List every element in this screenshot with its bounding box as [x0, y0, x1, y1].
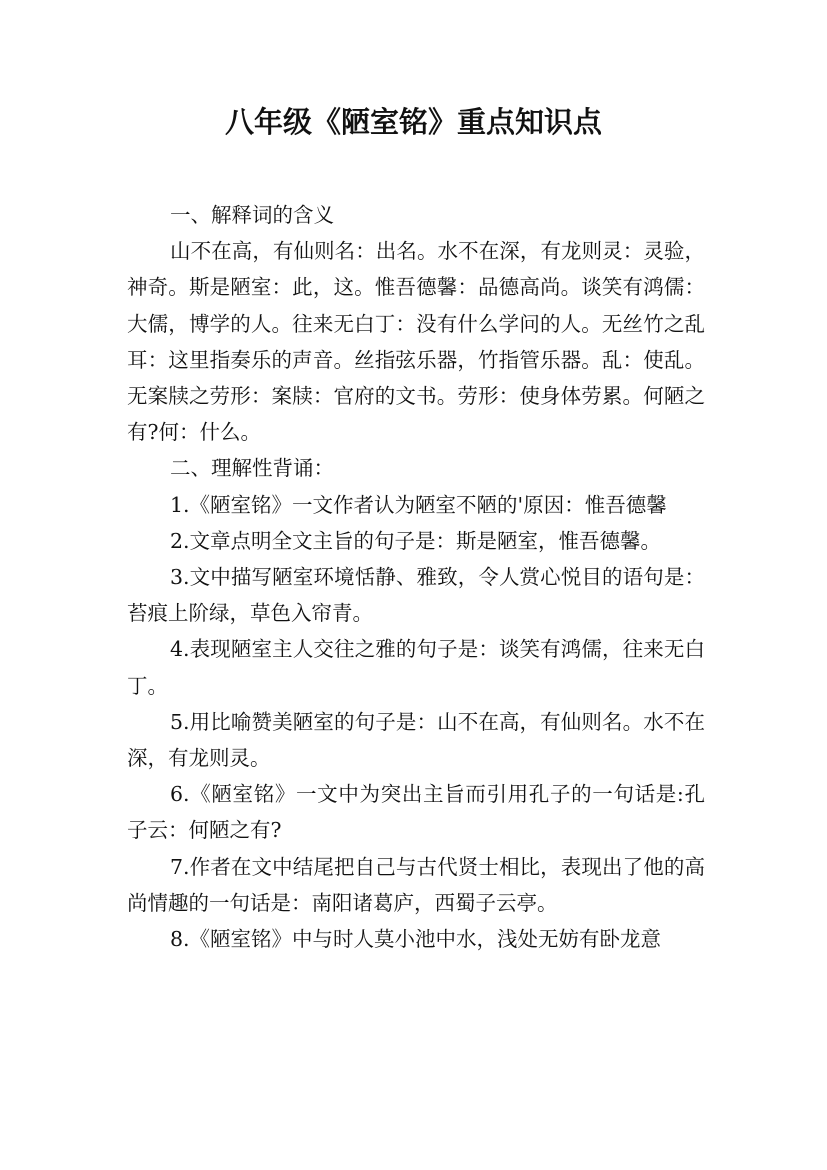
document-body: [127, 197, 705, 957]
section-heading-2: 二、理解性背诵：: [170, 456, 334, 481]
list-item-7: 7.作者在文中结尾把自己与古代贤士相比，表现出了他的高尚情趣的一句话是：南阳诸葛庐，西蜀子云亭。: [127, 854, 705, 915]
list-item-2: 2.文章点明全文主旨的句子是：斯是陋室，惟吾德馨。: [170, 528, 662, 553]
list-item-4: 4.表现陋室主人交往之雅的句子是：谈笑有鸿儒，往来无白丁。: [127, 637, 705, 698]
list-item-6: 6.《陋室铭》一文中为突出主旨而引用孔子的一句话是:孔子云：何陋之有?: [127, 782, 705, 843]
section-heading-1: 一、解释词的含义: [170, 203, 334, 227]
list-item-3: 3.文中描写陋室环境恬静、雅致，令人赏心悦目的语句是：苔痕上阶绿，草色入帘青。: [127, 565, 705, 626]
list-item-1: 1.《陋室铭》一文作者认为陋室不陋的'原因：惟吾德馨: [170, 492, 667, 517]
list-item-8: 8.《陋室铭》中与时人莫小池中水，浅处无妨有卧龙意: [170, 927, 662, 952]
document-title: 八年级《陋室铭》重点知识点: [224, 105, 602, 139]
section-paragraph-1: 山不在高，有仙则名：出名。水不在深，有龙则灵：灵验，神奇。斯是陋室：此，这。惟吾德馨：品德高尚。谈笑有鸿儒：大儒，博学的人。往来无白丁：没有什么学问的人。无丝竹之乱耳：这里指奏乐的声音。丝指弦乐器，竹指管乐器。乱：使乱。无案牍之劳形：案牍：官府的文书。劳形：使身体劳累。何陋之有?何：什么。: [127, 239, 705, 445]
list-item-5: 5.用比喻赞美陋室的句子是：山不在高，有仙则名。水不在深，有龙则灵。: [127, 709, 705, 771]
